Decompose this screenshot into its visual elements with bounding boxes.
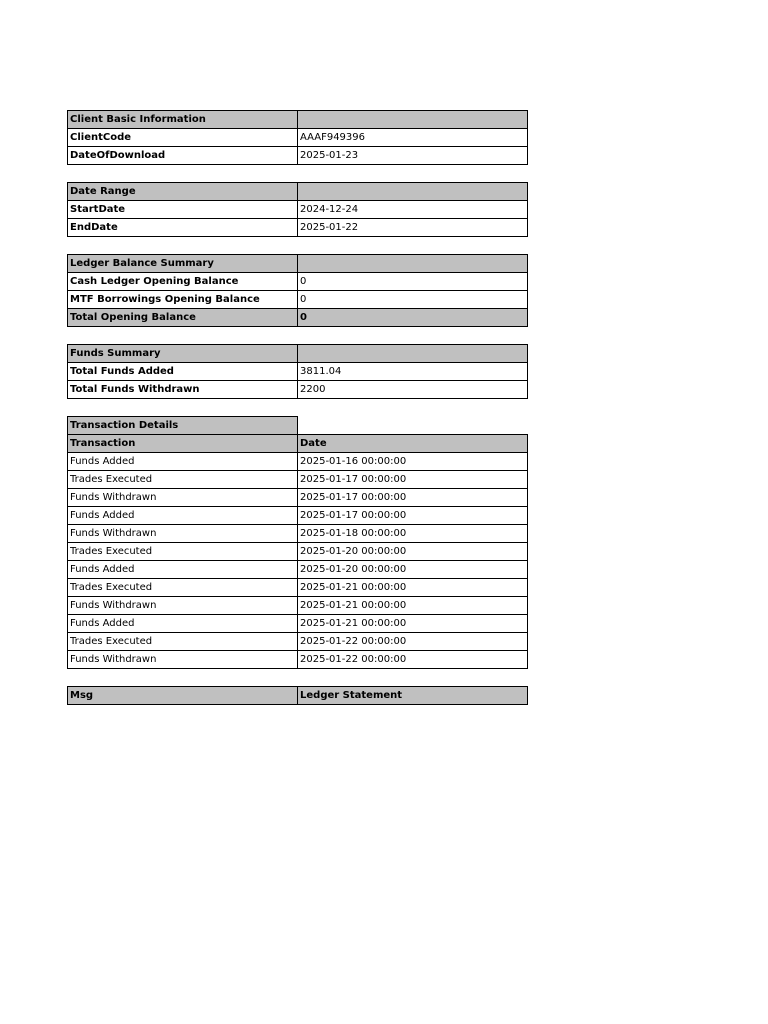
funds-summary-header-row <box>68 345 528 363</box>
transactions-title: Transaction Details <box>68 417 298 435</box>
transaction-row <box>68 561 528 579</box>
transaction-type-cell: Trades Executed <box>68 579 298 597</box>
mtf-borrowings-row <box>68 291 528 309</box>
total-funds-withdrawn-row <box>68 381 528 399</box>
transaction-row <box>68 579 528 597</box>
transaction-row <box>68 597 528 615</box>
end-date-value: 2025-01-22 <box>298 219 528 237</box>
transaction-date-cell: 2025-01-22 00:00:00 <box>298 651 528 669</box>
msg-row <box>68 687 528 705</box>
ledger-sheet <box>67 110 527 705</box>
end-date-row <box>68 219 528 237</box>
date-of-download-value: 2025-01-23 <box>298 147 528 165</box>
transaction-row <box>68 471 528 489</box>
transaction-date-cell: 2025-01-17 00:00:00 <box>298 489 528 507</box>
transaction-date-cell: 2025-01-16 00:00:00 <box>298 453 528 471</box>
transaction-type-cell: Trades Executed <box>68 633 298 651</box>
total-opening-balance-label: Total Opening Balance <box>68 309 298 327</box>
total-funds-added-label: Total Funds Added <box>68 363 298 381</box>
transaction-type-cell: Funds Added <box>68 453 298 471</box>
mtf-borrowings-value: 0 <box>298 291 528 309</box>
transaction-row <box>68 489 528 507</box>
total-funds-added-row <box>68 363 528 381</box>
transaction-date-cell: 2025-01-21 00:00:00 <box>298 615 528 633</box>
transactions-column-header-row <box>68 435 528 453</box>
transaction-date-cell: 2025-01-17 00:00:00 <box>298 471 528 489</box>
msg-value: Ledger Statement <box>298 687 528 705</box>
end-date-label: EndDate <box>68 219 298 237</box>
spacer-row <box>68 165 528 183</box>
date-column-header: Date <box>298 435 528 453</box>
transaction-date-cell: 2025-01-22 00:00:00 <box>298 633 528 651</box>
client-code-row <box>68 129 528 147</box>
transaction-row <box>68 615 528 633</box>
start-date-label: StartDate <box>68 201 298 219</box>
transactions-title-blank <box>298 417 528 435</box>
transactions-title-row <box>68 417 528 435</box>
transaction-type-cell: Funds Added <box>68 615 298 633</box>
date-of-download-row <box>68 147 528 165</box>
spacer-row <box>68 237 528 255</box>
transaction-type-cell: Funds Added <box>68 561 298 579</box>
date-range-title: Date Range <box>68 183 298 201</box>
total-opening-balance-value: 0 <box>298 309 528 327</box>
transaction-type-cell: Funds Withdrawn <box>68 651 298 669</box>
total-funds-withdrawn-label: Total Funds Withdrawn <box>68 381 298 399</box>
total-funds-withdrawn-value: 2200 <box>298 381 528 399</box>
msg-label: Msg <box>68 687 298 705</box>
cash-ledger-value: 0 <box>298 273 528 291</box>
transaction-row <box>68 633 528 651</box>
date-range-header-row <box>68 183 528 201</box>
transaction-column-header: Transaction <box>68 435 298 453</box>
transaction-type-cell: Funds Withdrawn <box>68 489 298 507</box>
client-code-value: AAAF949396 <box>298 129 528 147</box>
transaction-type-cell: Funds Withdrawn <box>68 525 298 543</box>
total-opening-balance-row <box>68 309 528 327</box>
ledger-summary-title: Ledger Balance Summary <box>68 255 298 273</box>
ledger-summary-header-blank <box>298 255 528 273</box>
date-of-download-label: DateOfDownload <box>68 147 298 165</box>
transaction-type-cell: Funds Withdrawn <box>68 597 298 615</box>
start-date-row <box>68 201 528 219</box>
client-code-label: ClientCode <box>68 129 298 147</box>
transaction-row <box>68 525 528 543</box>
transaction-type-cell: Funds Added <box>68 507 298 525</box>
client-info-header-row <box>68 111 528 129</box>
transaction-type-cell: Trades Executed <box>68 543 298 561</box>
transaction-date-cell: 2025-01-20 00:00:00 <box>298 561 528 579</box>
transaction-date-cell: 2025-01-20 00:00:00 <box>298 543 528 561</box>
cash-ledger-label: Cash Ledger Opening Balance <box>68 273 298 291</box>
client-info-title: Client Basic Information <box>68 111 298 129</box>
mtf-borrowings-label: MTF Borrowings Opening Balance <box>68 291 298 309</box>
transaction-type-cell: Trades Executed <box>68 471 298 489</box>
spacer-row <box>68 327 528 345</box>
funds-summary-header-blank <box>298 345 528 363</box>
transaction-row <box>68 651 528 669</box>
transactions-body <box>68 453 528 669</box>
start-date-value: 2024-12-24 <box>298 201 528 219</box>
ledger-summary-header-row <box>68 255 528 273</box>
transaction-row <box>68 453 528 471</box>
total-funds-added-value: 3811.04 <box>298 363 528 381</box>
transaction-date-cell: 2025-01-21 00:00:00 <box>298 579 528 597</box>
msg-table <box>67 686 528 705</box>
transaction-date-cell: 2025-01-21 00:00:00 <box>298 597 528 615</box>
transaction-row <box>68 507 528 525</box>
date-range-header-blank <box>298 183 528 201</box>
transaction-date-cell: 2025-01-18 00:00:00 <box>298 525 528 543</box>
transaction-row <box>68 543 528 561</box>
ledger-table <box>67 110 528 669</box>
client-info-header-blank <box>298 111 528 129</box>
spacer-row <box>68 399 528 417</box>
funds-summary-title: Funds Summary <box>68 345 298 363</box>
cash-ledger-row <box>68 273 528 291</box>
transaction-date-cell: 2025-01-17 00:00:00 <box>298 507 528 525</box>
